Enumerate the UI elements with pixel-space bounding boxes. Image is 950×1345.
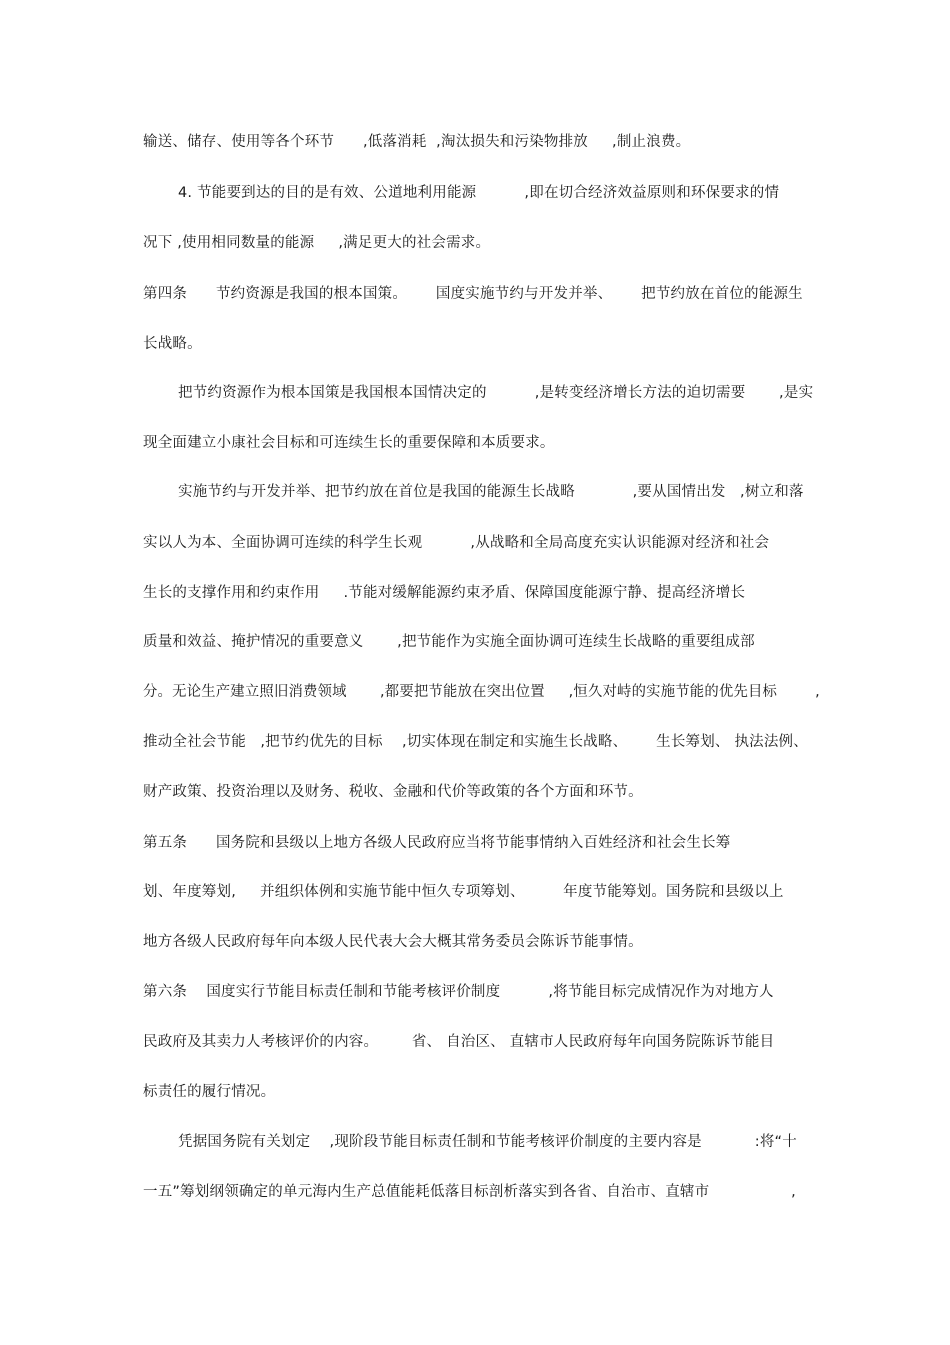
text-line: 生长的支撑作用和约束作用 .节能对缓解能源约束矛盾、保障国度能源宁静、提高经济增长: [143, 585, 746, 601]
text-line: 4. 节能要到达的目的是有效、公道地利用能源 ,即在切合经济效益原则和环保要求的情: [178, 185, 780, 201]
text-line: 第五条 国务院和县级以上地方各级人民政府应当将节能事情纳入百姓经济和社会生长筹: [143, 835, 731, 851]
text-line: 实以人为本、全面协调可连续的科学生长观 ,从战略和全局高度充实认识能源对经济和社会: [143, 535, 770, 551]
text-line: 况下 ,使用相同数量的能源 ,满足更大的社会需求。: [143, 235, 491, 251]
text-line: 划、年度筹划, 并组织体例和实施节能中恒久专项筹划、 年度节能筹划。国务院和县级以上: [143, 884, 784, 900]
text-line: 地方各级人民政府每年向本级人民代表大会大概其常务委员会陈诉节能事情。: [143, 934, 643, 950]
text-line: 长战略。: [143, 336, 202, 352]
text-line: 输送、储存、使用等各个环节 ,低落消耗 ,淘汰损失和污染物排放 ,制止浪费。: [143, 134, 691, 150]
text-line: 分。无论生产建立照旧消费领域 ,都要把节能放在突出位置 ,恒久对峙的实施节能的优先目标 ,: [143, 684, 820, 700]
text-line: 一五”筹划纲领确定的单元海内生产总值能耗低落目标剖析落实到各省、自治市、直辖市 ,: [143, 1184, 796, 1200]
text-line: 第四条 节约资源是我国的根本国策。 国度实施节约与开发并举、 把节约放在首位的能源生: [143, 286, 803, 302]
text-line: 第六条 国度实行节能目标责任制和节能考核评价制度 ,将节能目标完成情况作为对地方人: [143, 984, 774, 1000]
text-line: 凭据国务院有关划定 ,现阶段节能目标责任制和节能考核评价制度的主要内容是 :将“十: [178, 1134, 797, 1150]
text-line: 标责任的履行情况。: [143, 1084, 276, 1100]
text-line: 财产政策、投资治理以及财务、税收、金融和代价等政策的各个方面和环节。: [143, 784, 643, 800]
text-line: 把节约资源作为根本国策是我国根本国情决定的 ,是转变经济增长方法的迫切需要 ,是实: [178, 385, 814, 401]
text-line: 质量和效益、掩护情况的重要意义 ,把节能作为实施全面协调可连续生长战略的重要组成部: [143, 634, 755, 650]
text-line: 实施节约与开发并举、把节约放在首位是我国的能源生长战略 ,要从国情出发 ,树立和落: [178, 484, 804, 500]
text-line: 现全面建立小康社会目标和可连续生长的重要保障和本质要求。: [143, 435, 555, 451]
text-line: 推动全社会节能 ,把节约优先的目标 ,切实体现在制定和实施生长战略、 生长筹划、 执法法例、: [143, 734, 808, 750]
text-line: 民政府及其卖力人考核评价的内容。 省、 自治区、 直辖市人民政府每年向国务院陈诉节能目: [143, 1034, 775, 1050]
